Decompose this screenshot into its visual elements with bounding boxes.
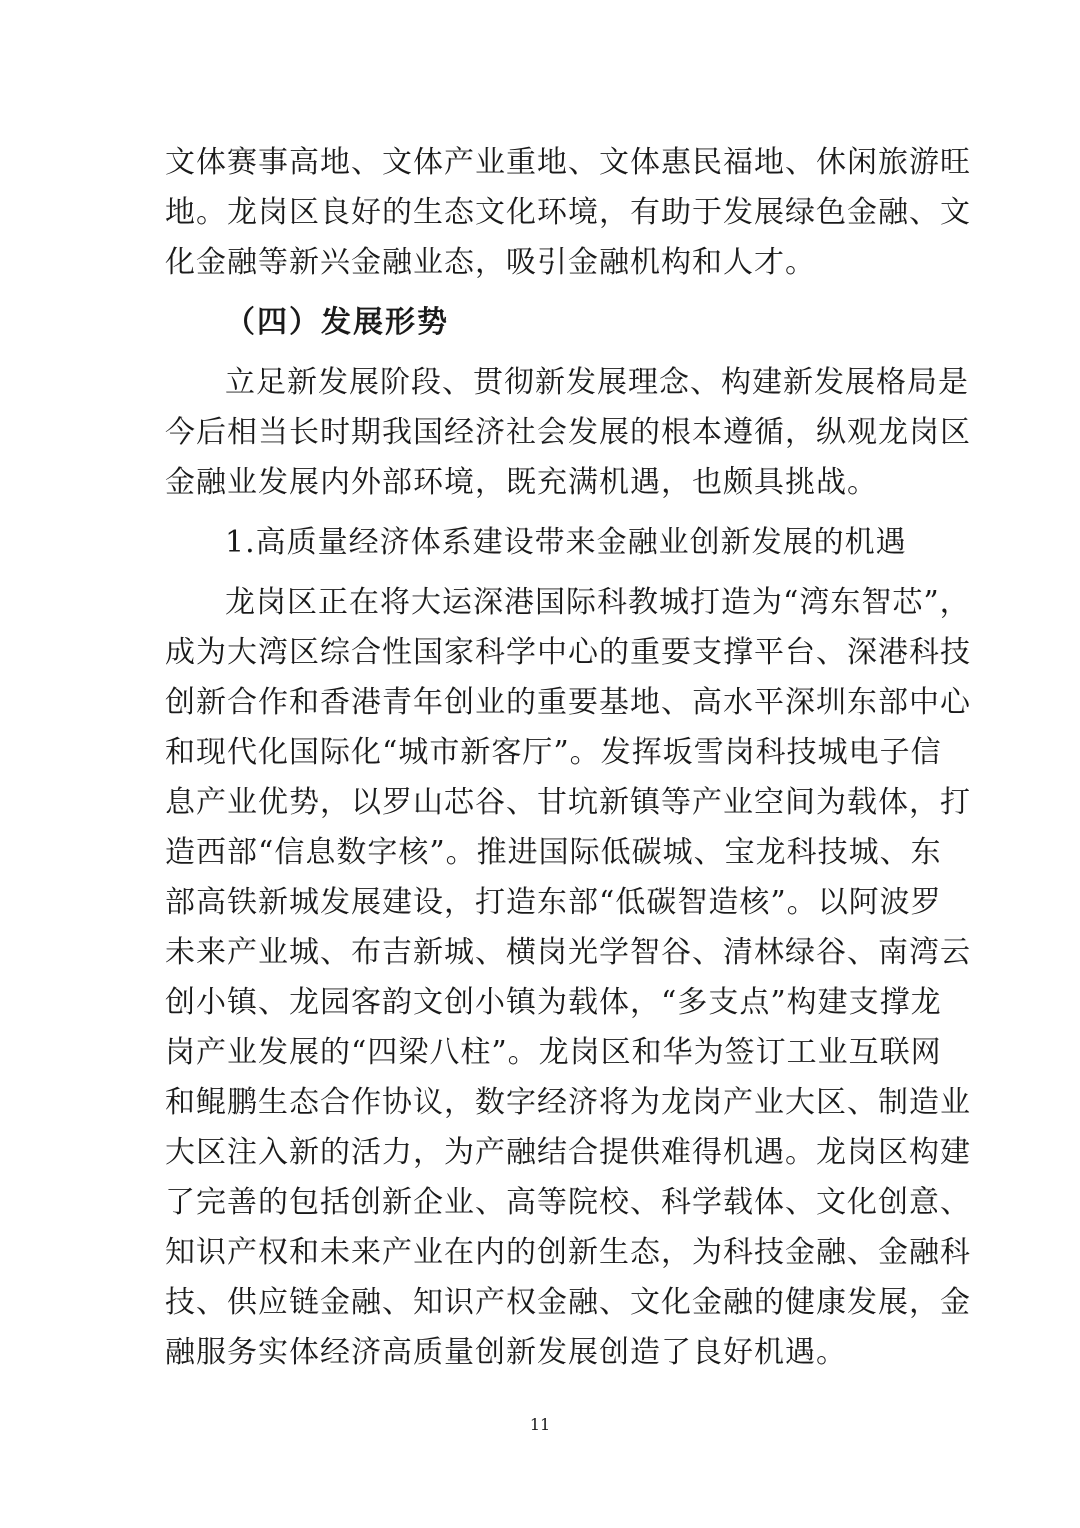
paragraph-3-line-14: 知识产权和未来产业在内的创新生态，为科技金融、金融科 (165, 1235, 971, 1270)
paragraph-3-line-5: 息产业优势，以罗山芯谷、甘坑新镇等产业空间为载体，打 (165, 785, 971, 820)
paragraph-3-line-16: 融服务实体经济高质量创新发展创造了良好机遇。 (165, 1335, 847, 1370)
paragraph-3-line-11: 和鲲鹏生态合作协议，数字经济将为龙岗产业大区、制造业 (165, 1085, 971, 1120)
paragraph-3-line-10: 岗产业发展的“四梁八柱”。龙岗区和华为签订工业互联网 (165, 1035, 942, 1070)
paragraph-3-line-6: 造西部“信息数字核”。推进国际低碳城、宝龙科技城、东 (165, 835, 942, 870)
paragraph-3-line-2: 成为大湾区综合性国家科学中心的重要支撑平台、深港科技 (165, 635, 971, 670)
paragraph-1-line-3: 化金融等新兴金融业态，吸引金融机构和人才。 (165, 245, 816, 280)
paragraph-3-line-13: 了完善的包括创新企业、高等院校、科学载体、文化创意、 (165, 1185, 971, 1220)
paragraph-3-line-12: 大区注入新的活力，为产融结合提供难得机遇。龙岗区构建 (165, 1135, 971, 1170)
paragraph-3-line-9: 创小镇、龙园客韵文创小镇为载体，“多支点”构建支撑龙 (165, 985, 942, 1020)
paragraph-3-line-3: 创新合作和香港青年创业的重要基地、高水平深圳东部中心 (165, 685, 971, 720)
page-number: 11 (529, 1415, 551, 1434)
paragraph-1-line-1: 文体赛事高地、文体产业重地、文体惠民福地、休闲旅游旺 (165, 145, 971, 180)
paragraph-3-line-15: 技、供应链金融、知识产权金融、文化金融的健康发展，金 (165, 1285, 971, 1320)
section-heading: （四）发展形势 (225, 305, 449, 340)
paragraph-2-line-1: 立足新发展阶段、贯彻新发展理念、构建新发展格局是 (225, 365, 969, 400)
subheading: 1.高质量经济体系建设带来金融业创新发展的机遇 (225, 525, 907, 560)
paragraph-1-line-2: 地。龙岗区良好的生态文化环境，有助于发展绿色金融、文 (165, 195, 971, 230)
paragraph-3-line-8: 未来产业城、布吉新城、横岗光学智谷、清林绿谷、南湾云 (165, 935, 971, 970)
paragraph-2-line-3: 金融业发展内外部环境，既充满机遇，也颇具挑战。 (165, 465, 878, 500)
paragraph-2-line-2: 今后相当长时期我国经济社会发展的根本遵循，纵观龙岗区 (165, 415, 971, 450)
paragraph-3-line-4: 和现代化国际化“城市新客厅”。发挥坂雪岗科技城电子信 (165, 735, 942, 770)
paragraph-3-line-1: 龙岗区正在将大运深港国际科教城打造为“湾东智芯”， (225, 585, 971, 620)
paragraph-3-line-7: 部高铁新城发展建设，打造东部“低碳智造核”。以阿波罗 (165, 885, 942, 920)
